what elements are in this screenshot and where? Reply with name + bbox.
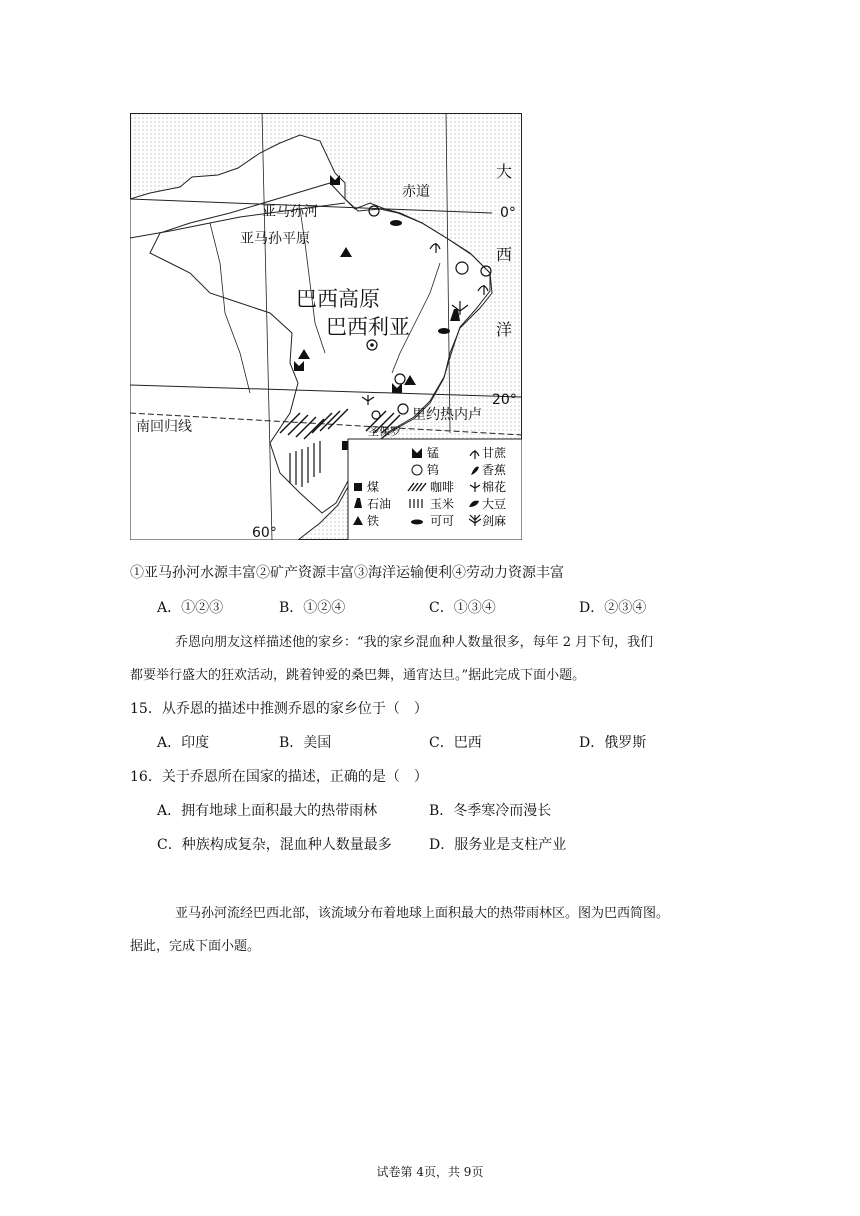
label-atlantic-3: 洋 (496, 320, 513, 339)
q16-stem: 16．关于乔恩所在国家的描述，正确的是（ ） (130, 769, 428, 785)
q15-stem: 15．从乔恩的描述中推测乔恩的家乡位于（ ） (130, 701, 428, 717)
q16-option-a: A．拥有地球上面积最大的热带雨林 (157, 803, 378, 819)
legend-label-manganese: 锰 (427, 446, 440, 460)
q16-option-d: D．服务业是支柱产业 (429, 837, 567, 853)
cocoa-icon (411, 520, 423, 525)
legend-label-sugarcane: 甘蔗 (482, 446, 507, 460)
legend-label-soybean: 大豆 (482, 497, 507, 511)
legend-label-iron: 铁 (367, 514, 380, 528)
q16-option-b: B．冬季寒冷而漫长 (429, 803, 552, 819)
legend-label-oil: 石油 (367, 497, 392, 511)
legend-label-sisal: 剑麻 (482, 514, 507, 528)
label-rio: 里约热内卢 (412, 407, 482, 423)
legend-label-coffee: 咖啡 (430, 480, 455, 494)
q15-option-c: C．巴西 (429, 735, 482, 751)
q14-option-c: C．①③④ (429, 600, 496, 616)
legend-label-tungsten: 钨 (427, 463, 440, 477)
label-sao-paulo: 圣保罗 (368, 425, 401, 438)
label-tropic: 南回归线 (136, 419, 192, 435)
coal-icon (354, 483, 362, 491)
label-sixty-deg: 60° (252, 525, 277, 540)
label-brasilia: 巴西利亚 (326, 315, 410, 339)
cocoa-symbol-2 (438, 328, 450, 334)
q15-option-a: A．印度 (157, 735, 210, 751)
cocoa-symbol (390, 220, 402, 226)
brazil-map-svg (130, 113, 522, 540)
legend-label-banana: 香蕉 (482, 463, 507, 477)
q15-option-d: D．俄罗斯 (579, 735, 647, 751)
q15-option-b: B．美国 (279, 735, 332, 751)
q14-statements: ①亚马孙河水源丰富②矿产资源丰富③海洋运输便利④劳动力资源丰富 (130, 565, 564, 581)
label-atlantic-1: 大 (496, 162, 513, 181)
passage2-line1: 亚马孙河流经巴西北部，该流域分布着地球上面积最大的热带雨林区。图为巴西简图。 (175, 906, 670, 921)
brazil-map (130, 113, 522, 540)
label-atlantic-2: 西 (496, 245, 513, 264)
passage1-line2: 都要举行盛大的狂欢活动，跳着钟爱的桑巴舞，通宵达旦。”据此完成下面小题。 (130, 668, 586, 683)
page-footer: 试卷第 4页，共 9页 (376, 1165, 484, 1179)
q14-option-d: D．②③④ (579, 600, 647, 616)
passage1-line1: 乔恩向朋友这样描述他的家乡：“我的家乡混血种人数量很多，每年 2 月下旬，我们 (175, 635, 654, 650)
q16-option-c: C．种族构成复杂，混血种人数量最多 (157, 837, 392, 853)
q14-option-b: B．①②④ (279, 600, 346, 616)
map-legend (348, 439, 522, 540)
legend-label-cocoa: 可可 (430, 514, 455, 528)
passage2-line2: 据此，完成下面小题。 (130, 939, 261, 954)
legend-label-coal: 煤 (367, 480, 380, 494)
label-brazil-plateau: 巴西高原 (296, 287, 380, 311)
legend-label-corn: 玉米 (430, 497, 455, 511)
label-equator: 赤道 (402, 184, 430, 200)
label-amazon-river: 亚马孙河 (262, 204, 318, 220)
label-twenty-deg: 20° (492, 392, 517, 408)
q14-option-a: A．①②③ (157, 600, 224, 616)
label-zero-deg: 0° (500, 205, 516, 221)
legend-label-cotton: 棉花 (482, 480, 507, 494)
label-amazon-plain: 亚马孙平原 (240, 231, 310, 247)
